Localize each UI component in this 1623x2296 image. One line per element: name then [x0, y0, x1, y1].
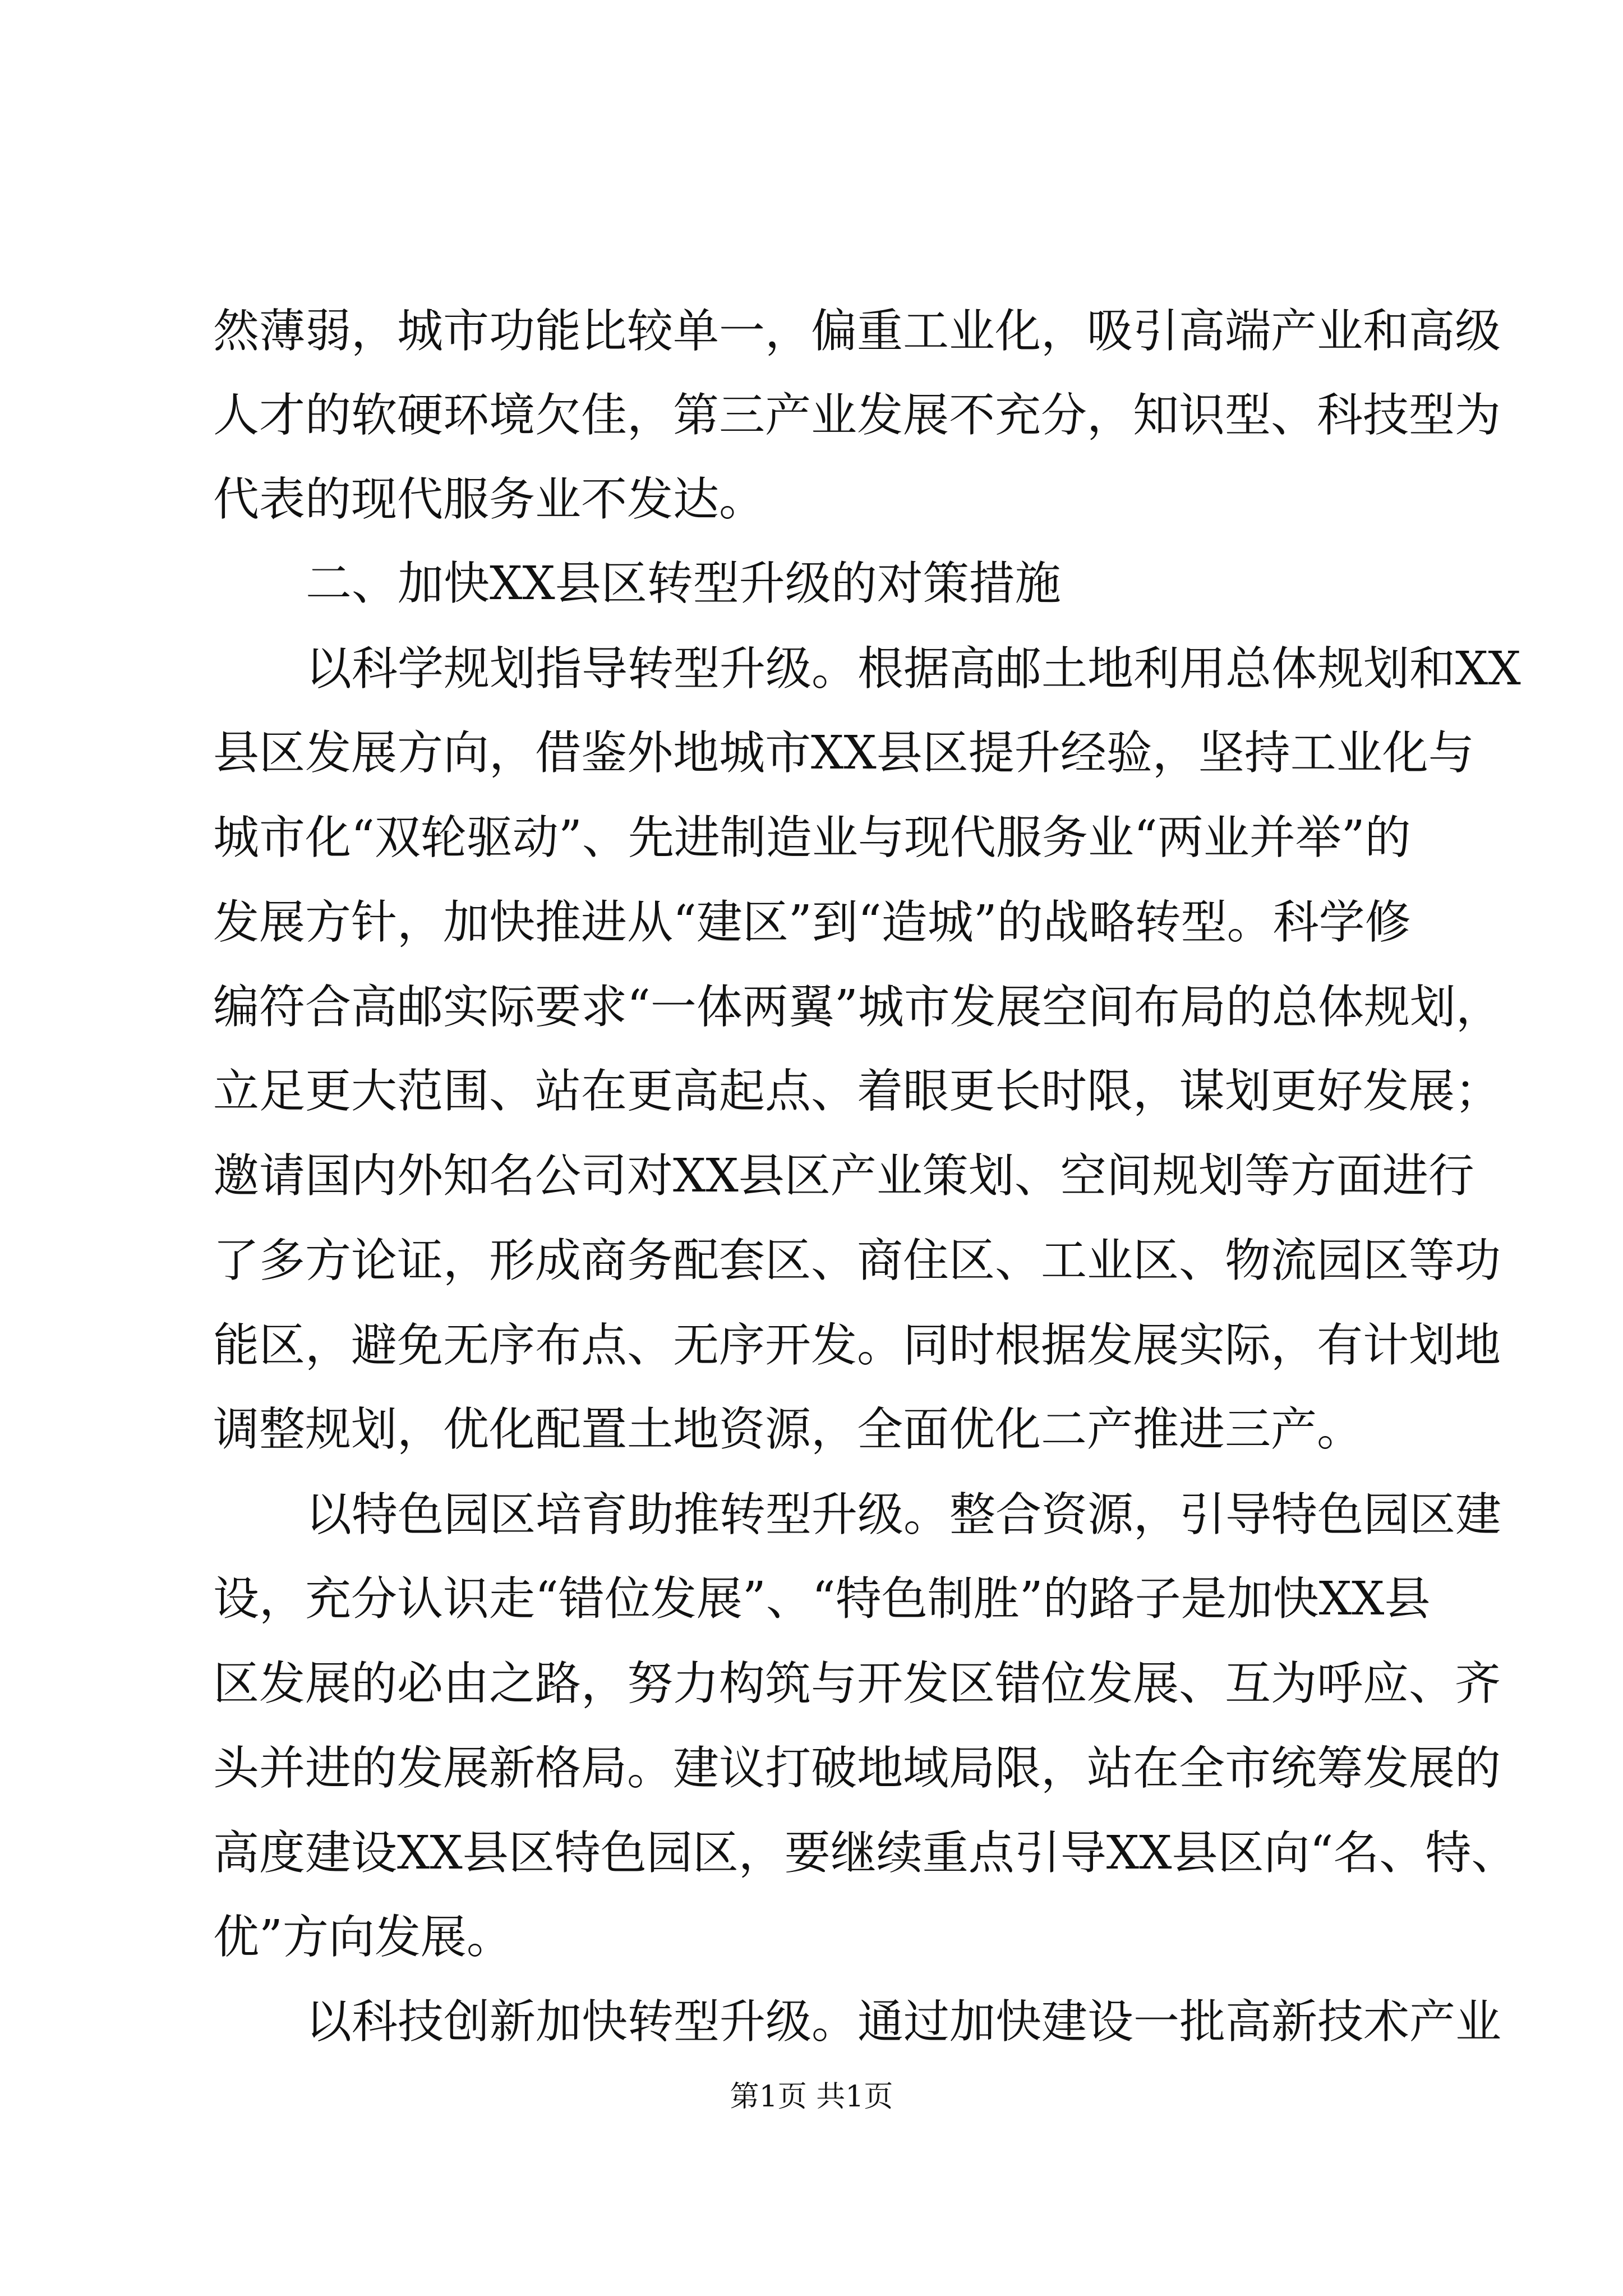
text-line: 以特色园区培育助推转型升级。整合资源，引导特色园区建: [306, 1488, 1502, 1542]
text-line: 能区，避免无序布点、无序开发。同时根据发展实际，有计划地: [213, 1319, 1501, 1372]
text-line: 邀请国内外知名公司对XX县区产业策划、空间规划等方面进行: [213, 1149, 1474, 1203]
text-line: 以科技创新加快转型升级。通过加快建设一批高新技术产业: [306, 1995, 1502, 2049]
text-line: 了多方论证，形成商务配套区、商住区、工业区、物流园区等功: [213, 1234, 1501, 1287]
text-line: 人才的软硬环境欠佳，第三产业发展不充分，知识型、科技型为: [213, 389, 1501, 442]
text-line: 区发展的必由之路，努力构筑与开发区错位发展、互为呼应、齐: [213, 1657, 1501, 1710]
text-line: 编符合高邮实际要求“一体两翼”城市发展空间布局的总体规划，: [213, 981, 1502, 1034]
text-line: 发展方针，加快推进从“建区”到“造城”的战略转型。科学修: [213, 896, 1411, 949]
text-line: 立足更大范围、站在更高起点、着眼更长时限，谋划更好发展；: [213, 1065, 1501, 1118]
text-line: 然薄弱，城市功能比较单一，偏重工业化，吸引高端产业和高级: [213, 305, 1501, 358]
page-footer: 第1页 共1页: [730, 2080, 893, 2114]
text-line: 调整规划，优化配置土地资源，全面优化二产推进三产。: [213, 1403, 1363, 1456]
text-line: 县区发展方向，借鉴外地城市XX县区提升经验，坚持工业化与: [213, 726, 1474, 780]
text-line: 优”方向发展。: [213, 1911, 513, 1964]
section-heading: 二、加快XX县区转型升级的对策措施: [306, 557, 1061, 610]
text-line: 以科学规划指导转型升级。根据高邮土地利用总体规划和XX: [306, 642, 1521, 696]
text-line: 城市化“双轮驱动”、先进制造业与现代服务业“两业并举”的: [213, 811, 1411, 864]
text-line: 高度建设XX县区特色园区，要继续重点引导XX县区向“名、特、: [213, 1826, 1518, 1880]
text-line: 设，充分认识走“错位发展”、“特色制胜”的路子是加快XX县: [213, 1572, 1431, 1626]
text-line: 代表的现代服务业不发达。: [213, 473, 766, 526]
text-line: 头并进的发展新格局。建议打破地域局限，站在全市统筹发展的: [213, 1742, 1501, 1795]
